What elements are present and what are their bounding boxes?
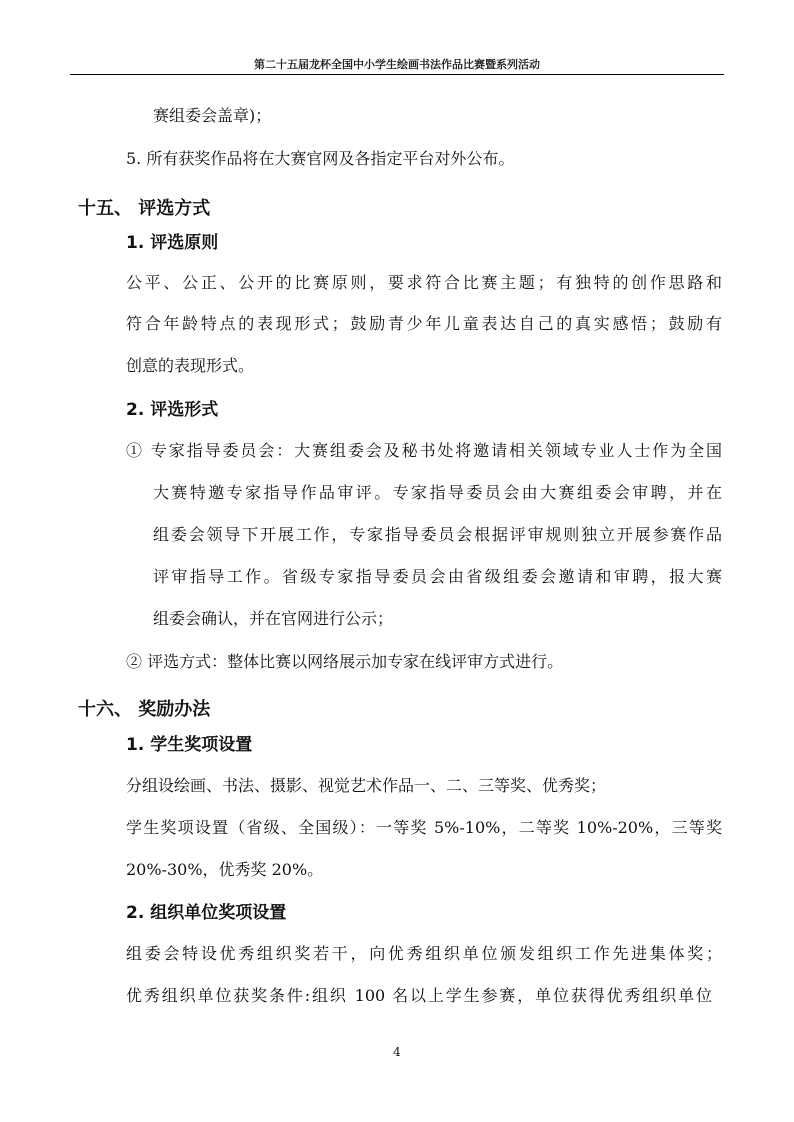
page-number: 4 xyxy=(393,1045,401,1059)
list-item: 5. 所有获奖作品将在大赛官网及各指定平台对外公布。 xyxy=(126,149,515,168)
paragraph-line: 分组设绘画、书法、摄影、视觉艺术作品一、二、三等奖、优秀奖； xyxy=(126,776,607,795)
section-heading-15: 十五、 评选方式 xyxy=(78,198,211,219)
subsection-heading: 1. 学生奖项设置 xyxy=(126,735,253,755)
paragraph-line: 符合年龄特点的表现形式；鼓励青少年儿童表达自己的真实感悟；鼓励有 xyxy=(126,314,722,333)
page-header: 第二十五届龙杯全国中小学生绘画书法作品比赛暨系列活动 xyxy=(254,58,540,71)
paragraph-line: 优秀组织单位获奖条件:组织 100 名以上学生参赛，单位获得优秀组织单位 xyxy=(126,986,712,1005)
subsection-heading: 1. 评选原则 xyxy=(126,233,219,253)
subsection-heading: 2. 评选形式 xyxy=(126,400,219,420)
list-item: ① 专家指导委员会：大赛组委会及秘书处将邀请相关领域专业人士作为全国 xyxy=(126,441,722,460)
paragraph-line: 创意的表现形式。 xyxy=(126,356,255,375)
subsection-heading: 2. 组织单位奖项设置 xyxy=(126,903,287,923)
paragraph-line: 评审指导工作。省级专家指导委员会由省级组委会邀请和审聘，报大赛 xyxy=(153,567,722,586)
header-rule xyxy=(70,74,724,75)
paragraph-line: 20%-30%，优秀奖 20%。 xyxy=(126,860,324,879)
section-heading-16: 十六、 奖励办法 xyxy=(78,699,211,720)
paragraph-line: 公平、公正、公开的比赛原则，要求符合比赛主题；有独特的创作思路和 xyxy=(126,273,722,292)
paragraph-line: 组委会领导下开展工作，专家指导委员会根据评审规则独立开展参赛作品 xyxy=(153,525,722,544)
paragraph-line: 学生奖项设置（省级、全国级）：一等奖 5%-10%，二等奖 10%-20%，三等奖 xyxy=(126,818,722,837)
list-item: ② 评选方式：整体比赛以网络展示加专家在线评审方式进行。 xyxy=(126,652,564,671)
paragraph-line: 组委会特设优秀组织奖若干，向优秀组织单位颁发组织工作先进集体奖； xyxy=(126,944,722,963)
paragraph-line: 组委会确认，并在官网进行公示； xyxy=(153,609,394,628)
paragraph-line: 赛组委会盖章)； xyxy=(153,106,272,125)
paragraph-line: 大赛特邀专家指导作品审评。专家指导委员会由大赛组委会审聘，并在 xyxy=(153,483,722,502)
